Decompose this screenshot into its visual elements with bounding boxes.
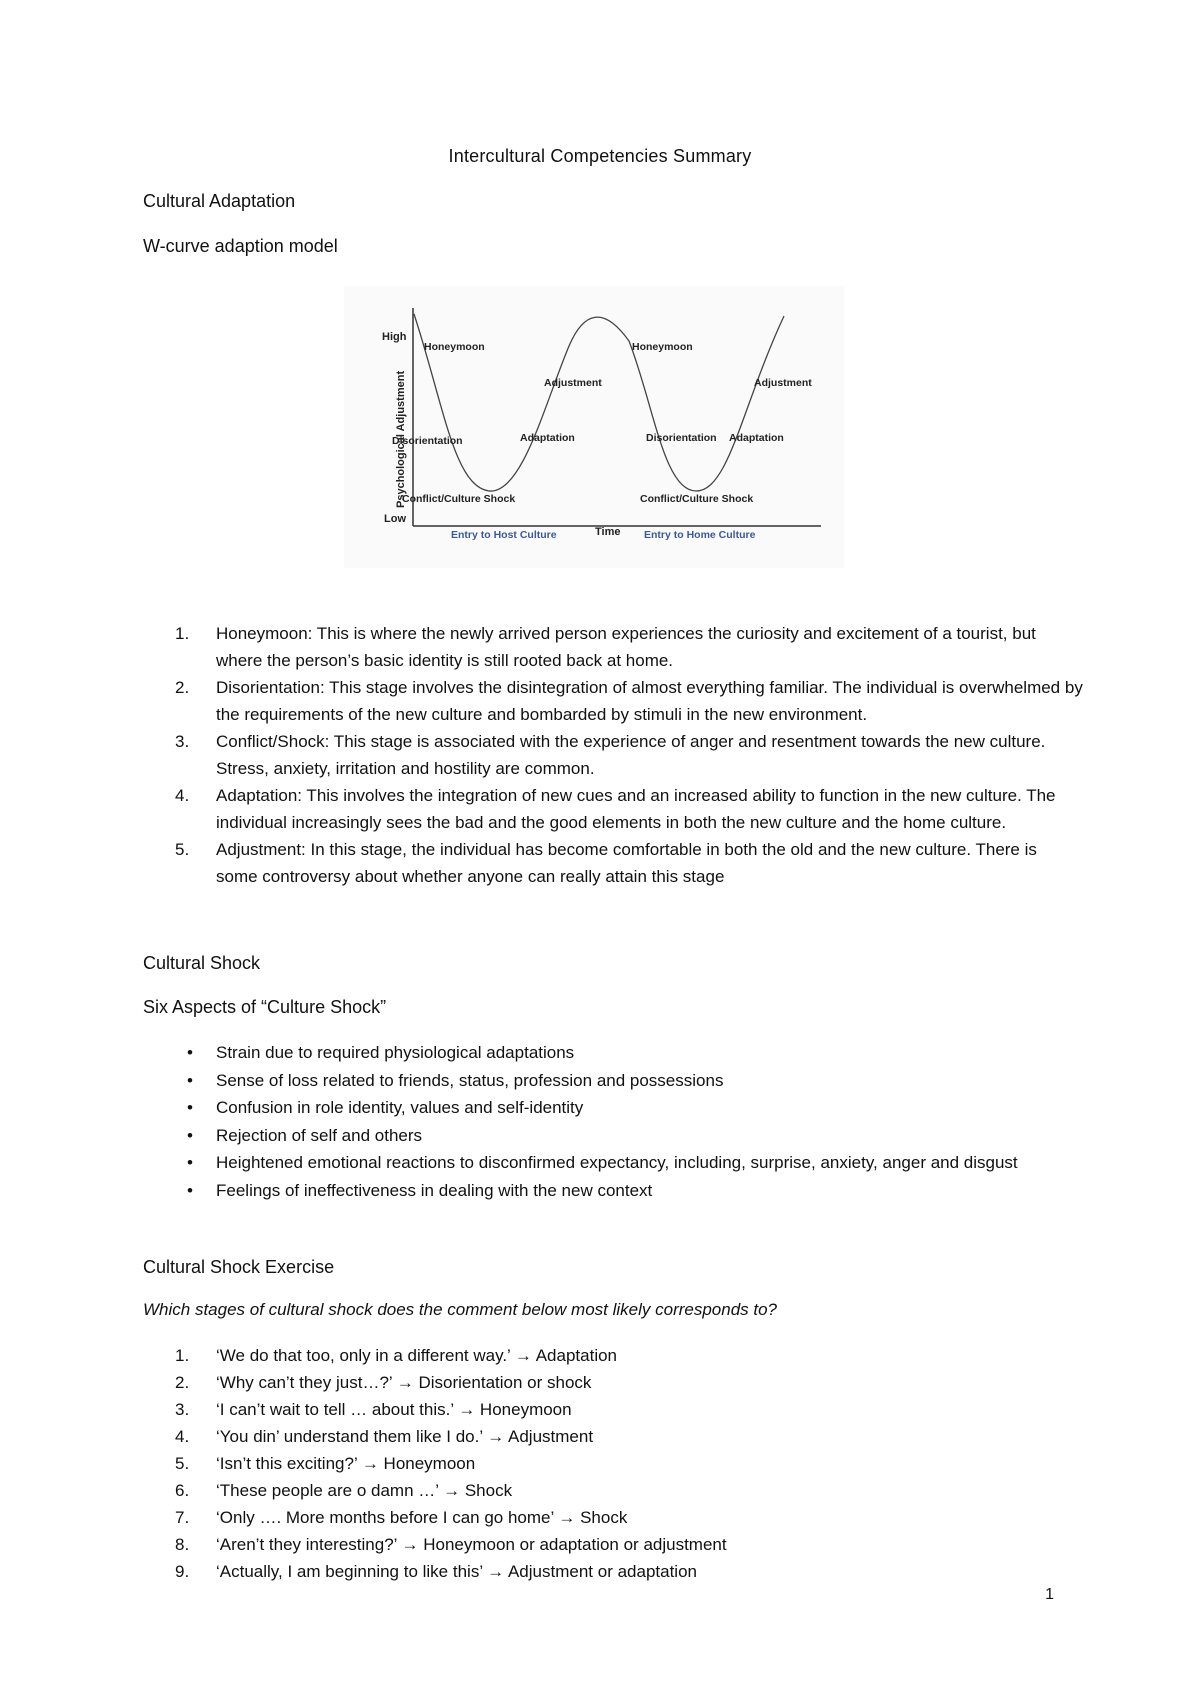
- answer-number: 5.: [175, 1454, 190, 1473]
- stage-number: 5.: [175, 840, 190, 859]
- page-number: 1: [1045, 1586, 1054, 1603]
- answer-text: ‘Aren’t they interesting?’ → Honeymoon or adaptation or adjustment: [216, 1535, 727, 1554]
- section-heading-cultural-shock: Cultural Shock: [143, 953, 261, 973]
- answer-text: ‘Isn’t this exciting?’ → Honeymoon: [216, 1454, 476, 1473]
- bullet-icon: •: [187, 1180, 193, 1200]
- answer-text: ‘I can’t wait to tell … about this.’ → Honeymoon: [216, 1400, 572, 1419]
- adaptation-label-1: Adaptation: [520, 432, 575, 444]
- answer-number: 1.: [175, 1346, 190, 1365]
- aspect-item: [143, 1122, 1083, 1150]
- stage-term: Honeymoon:: [216, 624, 313, 643]
- aspect-item: [143, 1039, 1083, 1067]
- entry-host-label: Entry to Host Culture: [451, 529, 557, 541]
- subsection-heading-six-aspects: Six Aspects of “Culture Shock”: [143, 997, 387, 1017]
- x-axis-title: Time: [595, 526, 621, 538]
- answer-item: [143, 1396, 1083, 1423]
- answer-number: 9.: [175, 1562, 190, 1581]
- answer-item: [143, 1369, 1083, 1396]
- answer-text: ‘These people are o damn …’ → Shock: [216, 1481, 513, 1500]
- entry-home-label: Entry to Home Culture: [644, 529, 756, 541]
- stage-number: 2.: [175, 678, 190, 697]
- stage-number: 4.: [175, 786, 190, 805]
- answer-item: [143, 1450, 1083, 1477]
- answer-text: ‘Only …. More months before I can go home’ → Shock: [216, 1508, 628, 1527]
- section-heading-exercise: Cultural Shock Exercise: [143, 1257, 335, 1277]
- stage-number: 1.: [175, 624, 190, 643]
- w-curve-figure: [344, 286, 844, 568]
- y-axis-title: Psychological Adjustment: [395, 370, 407, 508]
- subsection-heading-w-curve: W-curve adaption model: [143, 236, 338, 256]
- answer-number: 6.: [175, 1481, 190, 1500]
- stage-term: Disorientation:: [216, 678, 325, 697]
- answer-text: ‘Why can’t they just…?’ → Disorientation or shock: [216, 1373, 592, 1392]
- answer-item: [143, 1531, 1083, 1558]
- stage-term: Adjustment:: [216, 840, 306, 859]
- document-title: Intercultural Competencies Summary: [448, 146, 752, 166]
- aspect-text: Heightened emotional reactions to disconfirmed expectancy, including, surprise, anxiety, anger and disgust: [216, 1153, 1018, 1172]
- answer-text: ‘You din’ understand them like I do.’ → Adjustment: [216, 1427, 594, 1446]
- section-heading-cultural-adaptation: Cultural Adaptation: [143, 191, 296, 211]
- answer-number: 4.: [175, 1427, 190, 1446]
- answer-text: ‘Actually, I am beginning to like this’ → Adjustment or adaptation: [216, 1562, 697, 1581]
- aspect-text: Strain due to required physiological adaptations: [216, 1043, 575, 1062]
- answer-number: 2.: [175, 1373, 190, 1392]
- stage-term: Conflict/Shock:: [216, 732, 330, 751]
- culture-shock-aspects-list: [143, 1039, 1083, 1204]
- stage-item: [143, 620, 1083, 674]
- aspect-text: Confusion in role identity, values and self-identity: [216, 1098, 584, 1117]
- adjustment-label-2: Adjustment: [754, 377, 812, 389]
- aspect-item: [143, 1177, 1083, 1205]
- answer-item: [143, 1558, 1083, 1585]
- stage-item: [143, 728, 1083, 782]
- answer-text: ‘We do that too, only in a different way.’ → Adaptation: [216, 1346, 618, 1365]
- aspect-item: [143, 1094, 1083, 1122]
- y-high-label: High: [382, 331, 407, 343]
- aspect-text: Feelings of ineffectiveness in dealing with the new context: [216, 1180, 653, 1200]
- aspect-item: [143, 1149, 1083, 1177]
- bullet-icon: •: [187, 1098, 193, 1117]
- bullet-icon: •: [187, 1043, 193, 1062]
- answer-item: [143, 1342, 1083, 1369]
- exercise-answers-list: [143, 1342, 1083, 1585]
- stage-description: This involves the integration of new cues and an increased ability to function in the new culture. The individual increasingly sees the bad and the good elements in both the new culture and the home culture.: [216, 786, 1056, 832]
- stage-description: This stage involves the disintegration of almost everything familiar. The individual is overwhelmed by the requirements of the new culture and bombarded by stimuli in the new environment.: [216, 678, 1083, 724]
- answer-item: [143, 1504, 1083, 1531]
- answer-number: 8.: [175, 1535, 190, 1554]
- bullet-icon: •: [187, 1125, 193, 1145]
- stage-item: [143, 836, 1083, 890]
- exercise-question: Which stages of cultural shock does the comment below most likely corresponds to?: [143, 1300, 778, 1319]
- disorientation-label-2: Disorientation: [646, 432, 717, 444]
- w-curve-diagram: [344, 286, 844, 568]
- shock-label-2: Conflict/Culture Shock: [640, 493, 754, 505]
- disorientation-label-1: Disorientation: [392, 435, 463, 447]
- answer-item: [143, 1423, 1083, 1450]
- stage-item: [143, 674, 1083, 728]
- aspect-text: Rejection of self and others: [216, 1125, 423, 1145]
- stage-description: This stage is associated with the experience of anger and resentment towards the new culture. Stress, anxiety, irritation and hostility are common.: [216, 732, 1046, 778]
- stage-term: Adaptation:: [216, 786, 303, 805]
- answer-number: 7.: [175, 1508, 190, 1527]
- bullet-icon: •: [187, 1153, 193, 1172]
- honeymoon-label-1: Honeymoon: [424, 341, 485, 353]
- stage-description: This is where the newly arrived person experiences the curiosity and excitement of a tourist, but where the person’s basic identity is still rooted back at home.: [216, 624, 1036, 670]
- adaptation-label-2: Adaptation: [729, 432, 784, 444]
- aspect-item: [143, 1067, 1083, 1095]
- stage-description: In this stage, the individual has become comfortable in both the old and the new culture. There is some controversy about whether anyone can really attain this stage: [216, 840, 1037, 886]
- bullet-icon: •: [187, 1070, 193, 1090]
- stage-number: 3.: [175, 732, 190, 751]
- honeymoon-label-2: Honeymoon: [632, 341, 693, 353]
- answer-item: [143, 1477, 1083, 1504]
- adjustment-label-1: Adjustment: [544, 377, 602, 389]
- stage-item: [143, 782, 1083, 836]
- answer-number: 3.: [175, 1400, 190, 1419]
- y-low-label: Low: [384, 513, 406, 525]
- stage-definitions-list: [143, 620, 1083, 890]
- shock-label-1: Conflict/Culture Shock: [402, 493, 516, 505]
- aspect-text: Sense of loss related to friends, status, profession and possessions: [216, 1070, 724, 1090]
